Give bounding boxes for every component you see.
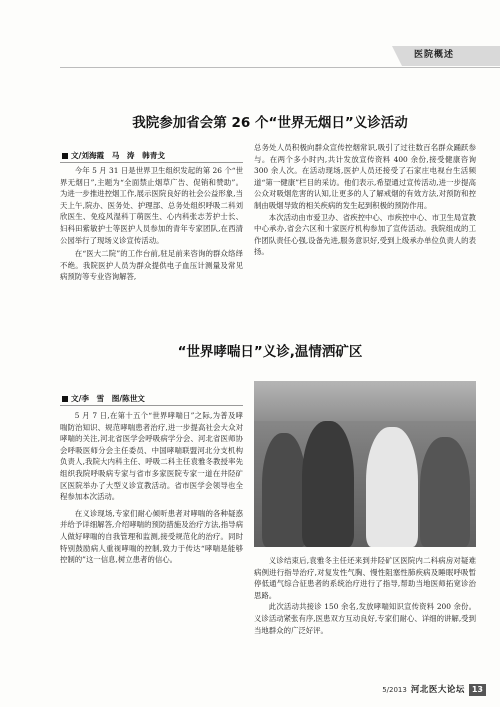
article1-paragraph: 在“医大二院”的工作台前,驻足前来咨询的群众络绎不绝。我院医护人员为群众提供电子血压计测量及常见病预防等专业咨询解答,: [60, 249, 243, 282]
photo-doctor: [366, 427, 418, 547]
article2-byline-text: 文/李 雪 图/陈世文: [71, 394, 145, 403]
header-divider: [60, 67, 500, 68]
journal-name: 河北医大论坛: [410, 685, 465, 695]
article2-paragraph: 此次活动共接诊 150 余名,发放哮喘知识宣传资料 200 余份。义诊活动紧张有序,医患双方互动良好,专家们耐心、详细的讲解,受到当地群众的广泛好评。: [254, 602, 476, 635]
article1-paragraph: 今年 5 月 31 日是世界卫生组织发起的第 26 个“世界无烟日”,主题为“全面禁止烟草广告、促销和赞助”。为进一步推进控烟工作,展示医院良好的社会公益形象,当天上午,院办、医务处、护理部、总务处组织呼吸二科刘欣医生、免疫风湿科丁萌医生、心内科张志芳护士长、妇科田紫敏护士等医护人员参加的青年专家团队,在西清公园举行了现场义诊宣传活动。: [60, 166, 243, 245]
photo-person: [262, 433, 306, 547]
article2-title: “世界哮喘日”义诊,温情洒矿区: [177, 344, 363, 360]
page-footer: [382, 684, 486, 696]
article2-byline: [62, 393, 145, 404]
article1-paragraph: 本次活动由市爱卫办、省疾控中心、市疾控中心、市卫生局宣教中心承办,省会六区和十家医疗机构参加了宣传活动。我院组成的工作团队责任心强,设备先进,服务意识好,受到上级承办单位负责人的表扬。: [254, 212, 476, 257]
article2-paragraph: 5 月 7 日,在第十五个“世界哮喘日”之际,为普及哮喘防治知识、规范哮喘患者治疗,进一步提高社会大众对哮喘的关注,河北省医学会呼吸病学分会、河北省医师协会呼吸医师分会主任委员、中国哮喘联盟河北分支机构负责人,我院大内科主任、呼吸二科主任袁雅冬教授率先组织我院呼吸病专家与省市多家医院专家一道在井陉矿区医院举办了大型义诊宣教活动。省市医学会领导也全程参加本次活动。: [60, 411, 243, 502]
article1-right-column: [254, 142, 476, 258]
article1-byline: [62, 150, 165, 161]
clinic-photo: [254, 381, 476, 547]
page-number: 13: [469, 684, 486, 696]
article1-left-column: [60, 165, 243, 283]
article2-byline-rule: [60, 405, 243, 406]
article2-paragraph: 在义诊现场,专家们耐心倾听患者对哮喘的各种疑惑并给予详细解答,介绍哮喘的预防措施及治疗方法,指导病人做好哮喘的自我管理和监测,接受规范化的治疗。同时特别鼓励病人重视哮喘的控制,致力于传达“哮喘是能够控制的”这一信息,树立患者的信心。: [60, 508, 243, 565]
byline-bullet-icon: [62, 396, 68, 402]
article1-paragraph: 总务处人员积极向群众宣传控烟常识,吸引了过往数百名群众踊跃参与。在两个多小时内,共计发放宣传资料 400 余份,接受健康咨询 300 余人次。在活动现场,医护人员还接受了石家庄电视台生活频道“第一健康”栏目的采访。他们表示,希望通过宣传活动,进一步提高公众对吸烟危害的认知,让更多的人了解戒烟的有效方法,对预防和控制由吸烟导致的相关疾病的发生起到积极的预防作用。: [254, 143, 476, 210]
photo-person: [420, 437, 470, 547]
section-label: 医院概述: [414, 50, 455, 60]
article2-right-column: [254, 555, 476, 636]
article1-byline-rule: [60, 162, 243, 163]
section-header-tab: [402, 46, 500, 66]
article2-paragraph: 义诊结束后,袁雅冬主任还来到井陉矿区医院内二科病房对疑难病例进行指导治疗,对复发性气胸、慢性阻塞性肺疾病及睡眠呼吸暂停低通气综合征患者的系统治疗进行了指导,帮助当地医师拓宽诊治思路。: [254, 556, 476, 600]
photo-person: [302, 421, 354, 547]
photo-banner: [254, 381, 476, 421]
article1-byline-text: 文/刘海霞 马 涛 韩青戈: [71, 151, 165, 160]
article1-title: 我院参加省会第 26 个“世界无烟日”义诊活动: [132, 115, 408, 131]
issue-number: 5/2013: [382, 686, 407, 694]
article2-left-column: [60, 410, 243, 566]
byline-bullet-icon: [62, 153, 68, 159]
